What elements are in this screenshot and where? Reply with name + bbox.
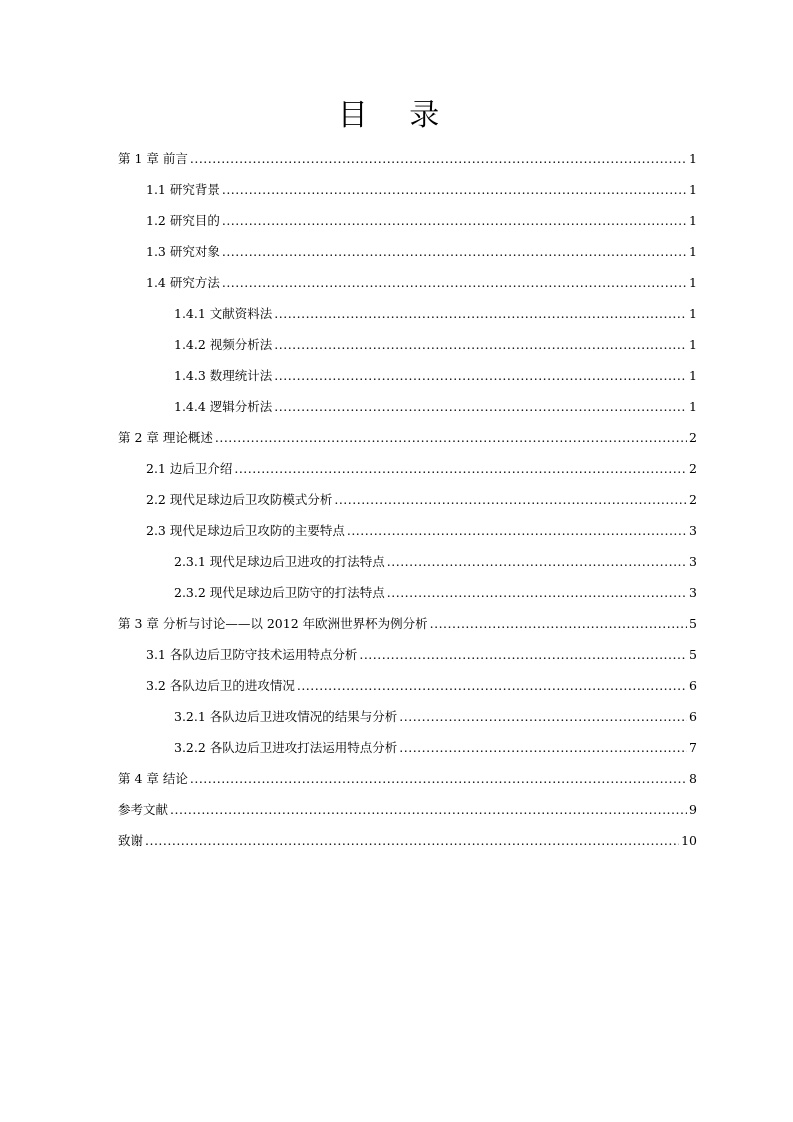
toc-entry-label: 致谢 (118, 833, 144, 848)
toc-entry-page-number: 5 (689, 616, 697, 631)
toc-entry-label: 3.2 各队边后卫的进攻情况 (146, 678, 295, 693)
toc-entry-page-number: 1 (689, 213, 697, 228)
toc-dot-leader (190, 769, 687, 789)
toc-dot-leader (274, 366, 687, 386)
toc-entry-label: 1.4.1 文献资料法 (174, 306, 273, 321)
toc-entry[interactable] (0, 541, 793, 572)
toc-entry[interactable] (0, 603, 793, 634)
toc-dot-leader (234, 459, 687, 479)
toc-entry-page-number: 2 (689, 492, 697, 507)
toc-dot-leader (222, 242, 687, 262)
toc-entry-page-number: 3 (689, 585, 697, 600)
toc-dot-leader (359, 645, 687, 665)
toc-entry[interactable] (0, 262, 793, 293)
toc-entry-label: 1.1 研究背景 (146, 182, 220, 197)
toc-entry[interactable] (0, 727, 793, 758)
toc-dot-leader (387, 552, 687, 572)
toc-entry-page-number: 1 (689, 399, 697, 414)
toc-entry-page-number: 1 (689, 368, 697, 383)
toc-dot-leader (274, 397, 687, 417)
toc-entry[interactable] (0, 448, 793, 479)
toc-entry-page-number: 10 (681, 833, 697, 848)
toc-entry-page-number: 2 (689, 461, 697, 476)
toc-entry[interactable] (0, 820, 793, 851)
toc-entry-label: 2.2 现代足球边后卫攻防模式分析 (146, 492, 333, 507)
toc-entry-page-number: 1 (689, 244, 697, 259)
toc-entry[interactable] (0, 293, 793, 324)
toc-entry-label: 1.4 研究方法 (146, 275, 220, 290)
toc-entry[interactable] (0, 634, 793, 665)
toc-entry-label: 3.2.1 各队边后卫进攻情况的结果与分析 (174, 709, 398, 724)
toc-entry-page-number: 5 (689, 647, 697, 662)
toc-entry[interactable] (0, 231, 793, 262)
toc-entry-label: 第 4 章 结论 (118, 771, 188, 786)
toc-dot-leader (222, 180, 687, 200)
toc-entry-page-number: 3 (689, 554, 697, 569)
toc-dot-leader (170, 800, 687, 820)
toc-dot-leader (145, 831, 679, 851)
toc-entry[interactable] (0, 665, 793, 696)
table-of-contents (0, 138, 793, 851)
toc-dot-leader (430, 614, 687, 634)
toc-entry-page-number: 2 (689, 430, 697, 445)
toc-dot-leader (222, 211, 687, 231)
toc-entry[interactable] (0, 200, 793, 231)
toc-entry[interactable] (0, 572, 793, 603)
toc-entry-label: 第 1 章 前言 (118, 151, 188, 166)
toc-entry-label: 1.4.4 逻辑分析法 (174, 399, 273, 414)
toc-entry-label: 1.3 研究对象 (146, 244, 220, 259)
toc-entry[interactable] (0, 355, 793, 386)
toc-entry[interactable] (0, 138, 793, 169)
toc-title: 目 录 (337, 98, 456, 133)
toc-dot-leader (297, 676, 687, 696)
toc-entry-label: 2.3.2 现代足球边后卫防守的打法特点 (174, 585, 385, 600)
toc-entry[interactable] (0, 696, 793, 727)
toc-entry-label: 第 2 章 理论概述 (118, 430, 213, 445)
toc-dot-leader (347, 521, 687, 541)
toc-entry[interactable] (0, 417, 793, 448)
toc-entry-label: 3.2.2 各队边后卫进攻打法运用特点分析 (174, 740, 398, 755)
toc-dot-leader (334, 490, 687, 510)
toc-entry[interactable] (0, 758, 793, 789)
toc-dot-leader (274, 304, 687, 324)
toc-dot-leader (387, 583, 687, 603)
toc-entry-label: 1.4.3 数理统计法 (174, 368, 273, 383)
toc-entry-page-number: 6 (689, 678, 697, 693)
toc-entry-page-number: 1 (689, 306, 697, 321)
toc-entry[interactable] (0, 510, 793, 541)
toc-entry-page-number: 1 (689, 151, 697, 166)
toc-entry-label: 2.3.1 现代足球边后卫进攻的打法特点 (174, 554, 385, 569)
toc-entry[interactable] (0, 479, 793, 510)
toc-entry-page-number: 1 (689, 337, 697, 352)
toc-entry-page-number: 8 (689, 771, 697, 786)
toc-entry-page-number: 3 (689, 523, 697, 538)
toc-entry[interactable] (0, 789, 793, 820)
toc-entry-page-number: 6 (689, 709, 697, 724)
toc-entry-label: 参考文献 (118, 802, 169, 817)
toc-entry[interactable] (0, 324, 793, 355)
toc-entry[interactable] (0, 386, 793, 417)
toc-entry-label: 2.1 边后卫介绍 (146, 461, 233, 476)
toc-entry-page-number: 9 (689, 802, 697, 817)
toc-dot-leader (190, 149, 687, 169)
toc-dot-leader (399, 707, 687, 727)
toc-entry-page-number: 1 (689, 275, 697, 290)
toc-dot-leader (215, 428, 687, 448)
toc-entry[interactable] (0, 169, 793, 200)
toc-entry-label: 2.3 现代足球边后卫攻防的主要特点 (146, 523, 345, 538)
toc-entry-label: 第 3 章 分析与讨论——以 2012 年欧洲世界杯为例分析 (118, 616, 428, 631)
toc-entry-page-number: 7 (689, 740, 697, 755)
toc-dot-leader (222, 273, 687, 293)
toc-dot-leader (399, 738, 687, 758)
toc-entry-label: 1.4.2 视频分析法 (174, 337, 273, 352)
toc-entry-label: 3.1 各队边后卫防守技术运用特点分析 (146, 647, 358, 662)
toc-entry-label: 1.2 研究目的 (146, 213, 220, 228)
toc-entry-page-number: 1 (689, 182, 697, 197)
toc-dot-leader (274, 335, 687, 355)
